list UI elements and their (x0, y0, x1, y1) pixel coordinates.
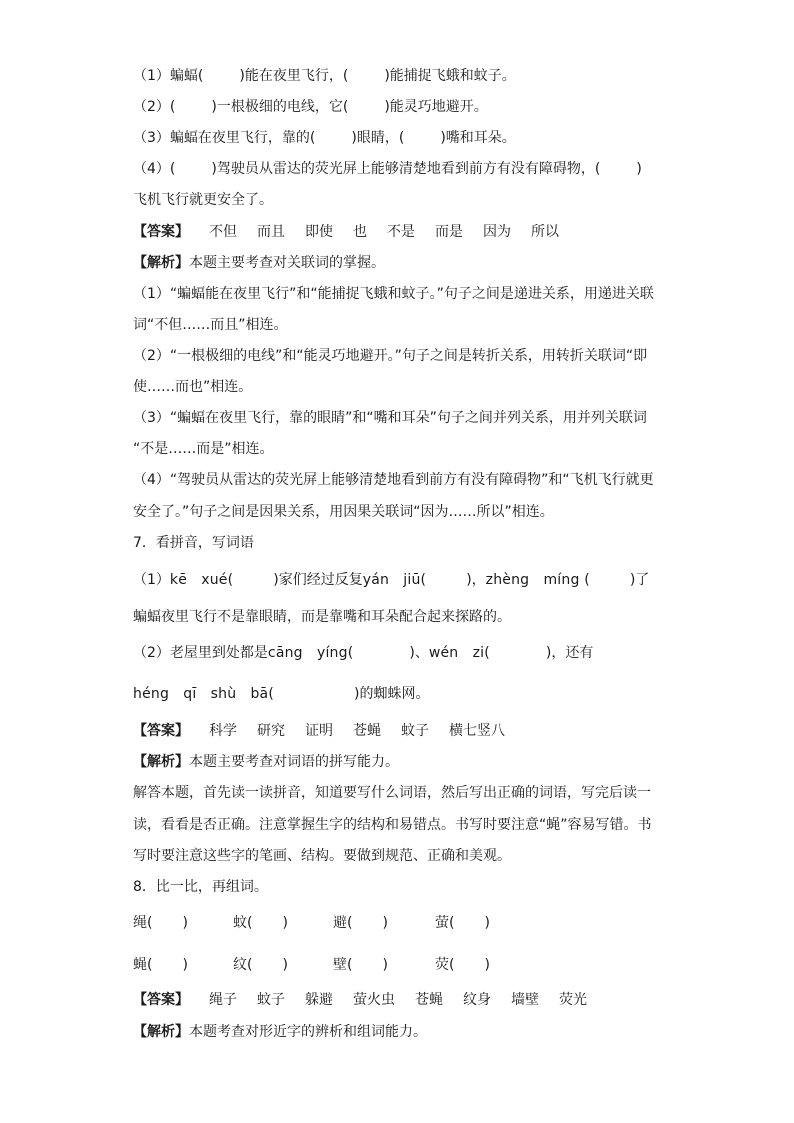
answer-word: 也 (353, 224, 367, 240)
item-text: ( (169, 161, 176, 177)
char: 绳 (133, 915, 147, 931)
item-index: （4） (133, 161, 170, 177)
char: 萤 (435, 915, 449, 931)
q7-item-2 (133, 643, 663, 663)
item-text: 老屋里到处都是 (169, 645, 268, 661)
answer-word: 墙壁 (511, 992, 539, 1008)
q6-analysis-text: （4）“驾驶员从雷达的荧光屏上能够清楚地看到前方有没有障碍物”和“飞机飞行就更 (133, 472, 654, 488)
char: 壁 (333, 957, 347, 973)
char: 蝇 (133, 957, 147, 973)
pinyin: wén zi( (428, 645, 490, 661)
char-blank[interactable]: 蚊( ) (233, 915, 288, 931)
answer-word: 研究 (257, 723, 285, 739)
item-text: )能在夜里飞行，( (239, 68, 349, 84)
char-blank[interactable]: 壁( ) (333, 957, 388, 973)
char-blank[interactable]: 避( ) (333, 915, 388, 931)
q6-analysis-text: （2）“一根极细的电线”和“能灵巧地避开。”句子之间是转折关系，用转折关联词“即 (133, 348, 648, 364)
answer-word: 科学 (209, 723, 237, 739)
q8-answer-line (133, 990, 663, 1010)
answer-word: 所以 (531, 224, 559, 240)
char: 荧 (435, 957, 449, 973)
answer-word: 不是 (387, 224, 415, 240)
q6-item-1 (133, 66, 663, 86)
item-index: （3） (133, 130, 170, 146)
item-text: )一根极细的电线，它( (211, 99, 349, 115)
item-index: （2） (133, 99, 170, 115)
item-text: )嘴和耳朵。 (440, 130, 516, 146)
item-text: 蝙蝠在夜里飞行，靠的( (169, 130, 316, 146)
char-blank[interactable]: 纹( ) (233, 957, 288, 973)
item-text: )、 (409, 645, 429, 661)
answer-label: 【答案】 (133, 723, 189, 739)
q8-title: 8．比一比，再组词。 (133, 879, 268, 895)
item-text: )的蜘蛛网。 (354, 686, 430, 702)
item-text: )， (466, 572, 486, 588)
q6-analysis-text: “不是……而是”相连。 (133, 441, 274, 457)
answer-word: 蚊子 (257, 992, 285, 1008)
answer-word: 纹身 (463, 992, 491, 1008)
item-text: )驾驶员从雷达的荧光屏上能够清楚地看到前方有没有障碍物，( (211, 161, 601, 177)
q6-answer-line (133, 222, 663, 242)
q8-row-1 (133, 913, 663, 933)
q6-analysis-text: 安全了。”句子之间是因果关系，用因果关联词“因为……所以”相连。 (133, 504, 554, 520)
analysis-label: 【解析】 (133, 255, 189, 271)
analysis-intro: 本题主要考查对词语的拼写能力。 (189, 754, 399, 770)
char-blank[interactable]: 绳( ) (133, 915, 188, 931)
item-text: )家们经过反复 (273, 572, 363, 588)
char-blank[interactable]: 萤( ) (435, 915, 490, 931)
answer-word: 蚊子 (401, 723, 429, 739)
q6-analysis-line (133, 253, 663, 273)
char: 蚊 (233, 915, 247, 931)
char-blank[interactable]: 蝇( ) (133, 957, 188, 973)
item-index: （1） (133, 572, 170, 588)
q7-answer-line (133, 721, 663, 741)
analysis-intro: 本题考查对形近字的辨析和组词能力。 (189, 1024, 427, 1040)
q6-item-4 (133, 159, 663, 179)
q7-item-1-continued: 蝙蝠夜里飞行不是靠眼睛，而是靠嘴和耳朵配合起来探路的。 (133, 609, 511, 625)
q7-analysis-text: 解答本题，首先读一读拼音，知道要写什么词语，然后写出正确的词语，写完后读一 (133, 785, 651, 801)
q6-analysis-text: 使……而也”相连。 (133, 379, 253, 395)
pinyin: zhèng míng ( (485, 572, 590, 588)
pinyin: kē xué( (169, 572, 234, 588)
answer-word: 而且 (257, 224, 285, 240)
q6-analysis-text: 词“不但……而且”相连。 (133, 317, 288, 333)
answer-word: 躲避 (305, 992, 333, 1008)
item-text: )了 (629, 572, 650, 588)
answer-word: 荧光 (559, 992, 587, 1008)
item-index: （2） (133, 645, 170, 661)
answer-word: 萤火虫 (353, 992, 395, 1008)
pinyin: cāng yíng( (267, 645, 354, 661)
item-text: 蝙蝠( (169, 68, 204, 84)
q6-item-3 (133, 128, 663, 148)
answer-word: 苍蝇 (415, 992, 443, 1008)
item-text: )眼睛，( (351, 130, 405, 146)
char: 避 (333, 915, 347, 931)
answer-word: 横七竖八 (449, 723, 505, 739)
q7-title: 7．看拼音，写词语 (133, 535, 254, 551)
q6-item-4-continued: 飞机飞行就更安全了。 (133, 192, 273, 208)
answer-word: 因为 (483, 224, 511, 240)
q7-item-1 (133, 570, 663, 590)
answer-word: 绳子 (209, 992, 237, 1008)
item-text: ) (636, 161, 642, 177)
q8-row-2 (133, 955, 663, 975)
item-text: )，还有 (545, 645, 594, 661)
q6-analysis-text: （1）“蝙蝠能在夜里飞行”和“能捕捉飞蛾和蚊子。”句子之间是递进关系，用递进关联 (133, 286, 654, 302)
q7-analysis-text: 读，看看是否正确。注意掌握生字的结构和易错点。书写时要注意“蝇”容易写错。书 (133, 817, 652, 833)
answer-word: 即使 (305, 224, 333, 240)
item-text: ( (169, 99, 176, 115)
answer-word: 不但 (209, 224, 237, 240)
analysis-intro: 本题主要考查对关联词的掌握。 (189, 255, 385, 271)
q7-analysis-text: 写时要注意这些字的笔画、结构。要做到规范、正确和美观。 (133, 848, 511, 864)
q7-item-2-continued (133, 684, 663, 704)
pinyin: héng qī shù bā( (133, 686, 274, 702)
q6-analysis-text: （3）“蝙蝠在夜里飞行，靠的眼睛”和“嘴和耳朵”句子之间并列关系，用并列关联词 (133, 410, 647, 426)
answer-label: 【答案】 (133, 224, 189, 240)
analysis-label: 【解析】 (133, 1024, 189, 1040)
pinyin: yán jiū( (362, 572, 427, 588)
item-index: （1） (133, 68, 170, 84)
q8-analysis-line (133, 1022, 663, 1042)
answer-word: 证明 (305, 723, 333, 739)
answer-word: 苍蝇 (353, 723, 381, 739)
char-blank[interactable]: 荧( ) (435, 957, 490, 973)
char: 纹 (233, 957, 247, 973)
analysis-label: 【解析】 (133, 754, 189, 770)
answer-label: 【答案】 (133, 992, 189, 1008)
q6-item-2 (133, 97, 663, 117)
q7-analysis-line (133, 752, 663, 772)
item-text: )能捕捉飞蛾和蚊子。 (384, 68, 516, 84)
item-text: )能灵巧地避开。 (384, 99, 488, 115)
answer-word: 而是 (435, 224, 463, 240)
